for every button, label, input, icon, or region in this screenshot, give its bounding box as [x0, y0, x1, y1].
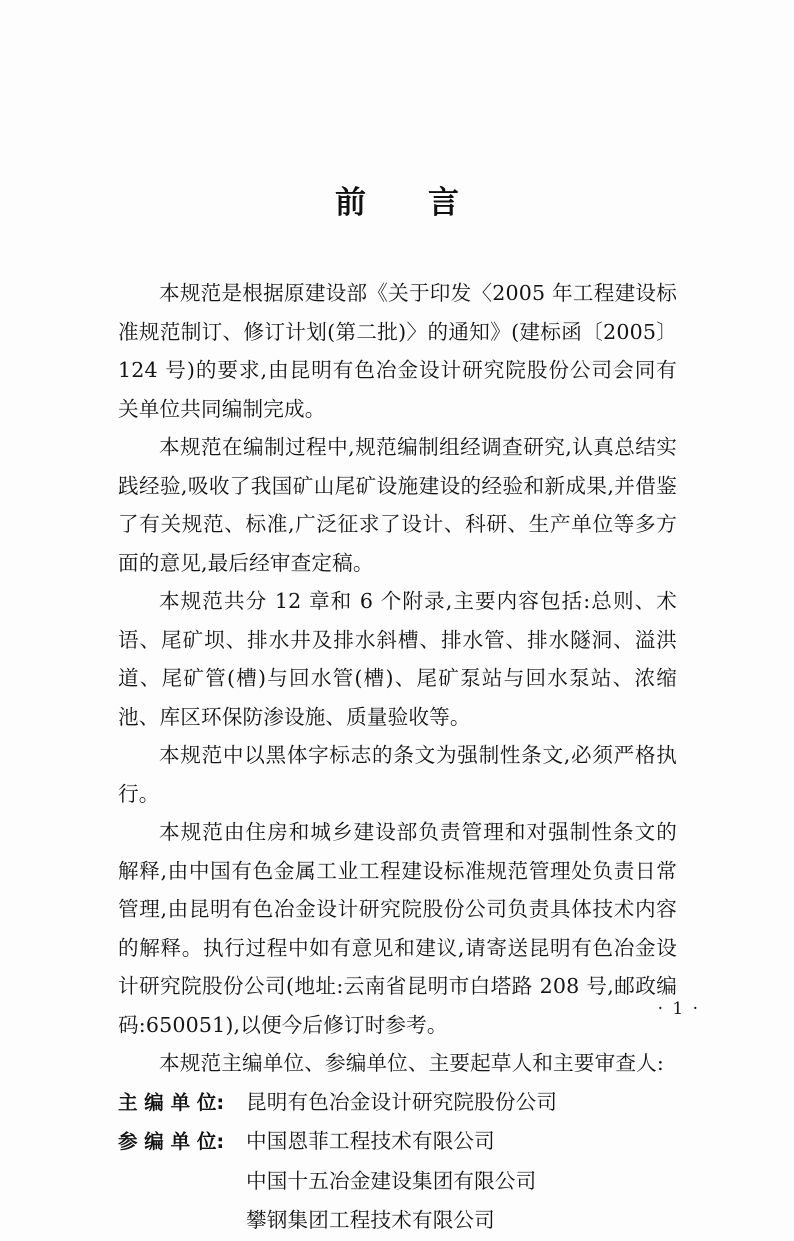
unit-row — [118, 1122, 677, 1162]
paragraph-1: 本规范是根据原建设部《关于印发〈2005 年工程建设标准规范制订、修订计划(第二批)〉的通知》(建标函〔2005〕124 号)的要求,由昆明有色冶金设计研究院股份公司会同有关单位共同编制完成。 — [118, 281, 677, 421]
unit-row-value: 昆明有色冶金设计研究院股份公司 — [246, 1089, 558, 1114]
page-title: 前 言 — [335, 185, 459, 221]
unit-row-label: 主 编 单 位: — [118, 1090, 225, 1114]
body-text-block — [118, 274, 677, 1241]
paragraph-2: 本规范在编制过程中,规范编制组经调查研究,认真总结实践经验,吸收了我国矿山尾矿设施建设的经验和新成果,并借鉴了有关规范、标准,广泛征求了设计、科研、生产单位等多方面的意见,最后经审查定稿。 — [118, 435, 677, 575]
unit-row-value: 中国十五冶金建设集团有限公司 — [246, 1168, 537, 1193]
unit-row — [118, 1201, 677, 1241]
paragraph-3: 本规范共分 12 章和 6 个附录,主要内容包括:总则、术语、尾矿坝、排水井及排水斜槽、排水管、排水隧洞、溢洪道、尾矿管(槽)与回水管(槽)、尾矿泵站与回水泵站、浓缩池、库区环保防渗设施、质量验收等。 — [118, 589, 677, 729]
units-intro-line: 本规范主编单位、参编单位、主要起草人和主要审查人: — [159, 1051, 664, 1075]
unit-row-value: 攀钢集团工程技术有限公司 — [246, 1208, 495, 1232]
unit-row-label: 参 编 单 位: — [118, 1130, 225, 1153]
unit-row — [118, 1083, 677, 1123]
unit-row — [118, 1162, 677, 1202]
paragraph-5: 本规范由住房和城乡建设部负责管理和对强制性条文的解释,由中国有色金属工业工程建设标准规范管理处负责日常管理,由昆明有色冶金设计研究院股份公司负责具体技术内容的解释。执行过程中如有意见和建议,请寄送昆明有色冶金设计研究院股份公司(地址:云南省昆明市白塔路 208 号,邮政编码:650051),以便今后修订时参考。 — [118, 820, 677, 1037]
unit-row-value: 中国恩菲工程技术有限公司 — [246, 1129, 495, 1153]
page-number: · 1 · — [657, 999, 700, 1019]
paragraph-4: 本规范中以黑体字标志的条文为强制性条文,必须严格执行。 — [118, 743, 677, 806]
